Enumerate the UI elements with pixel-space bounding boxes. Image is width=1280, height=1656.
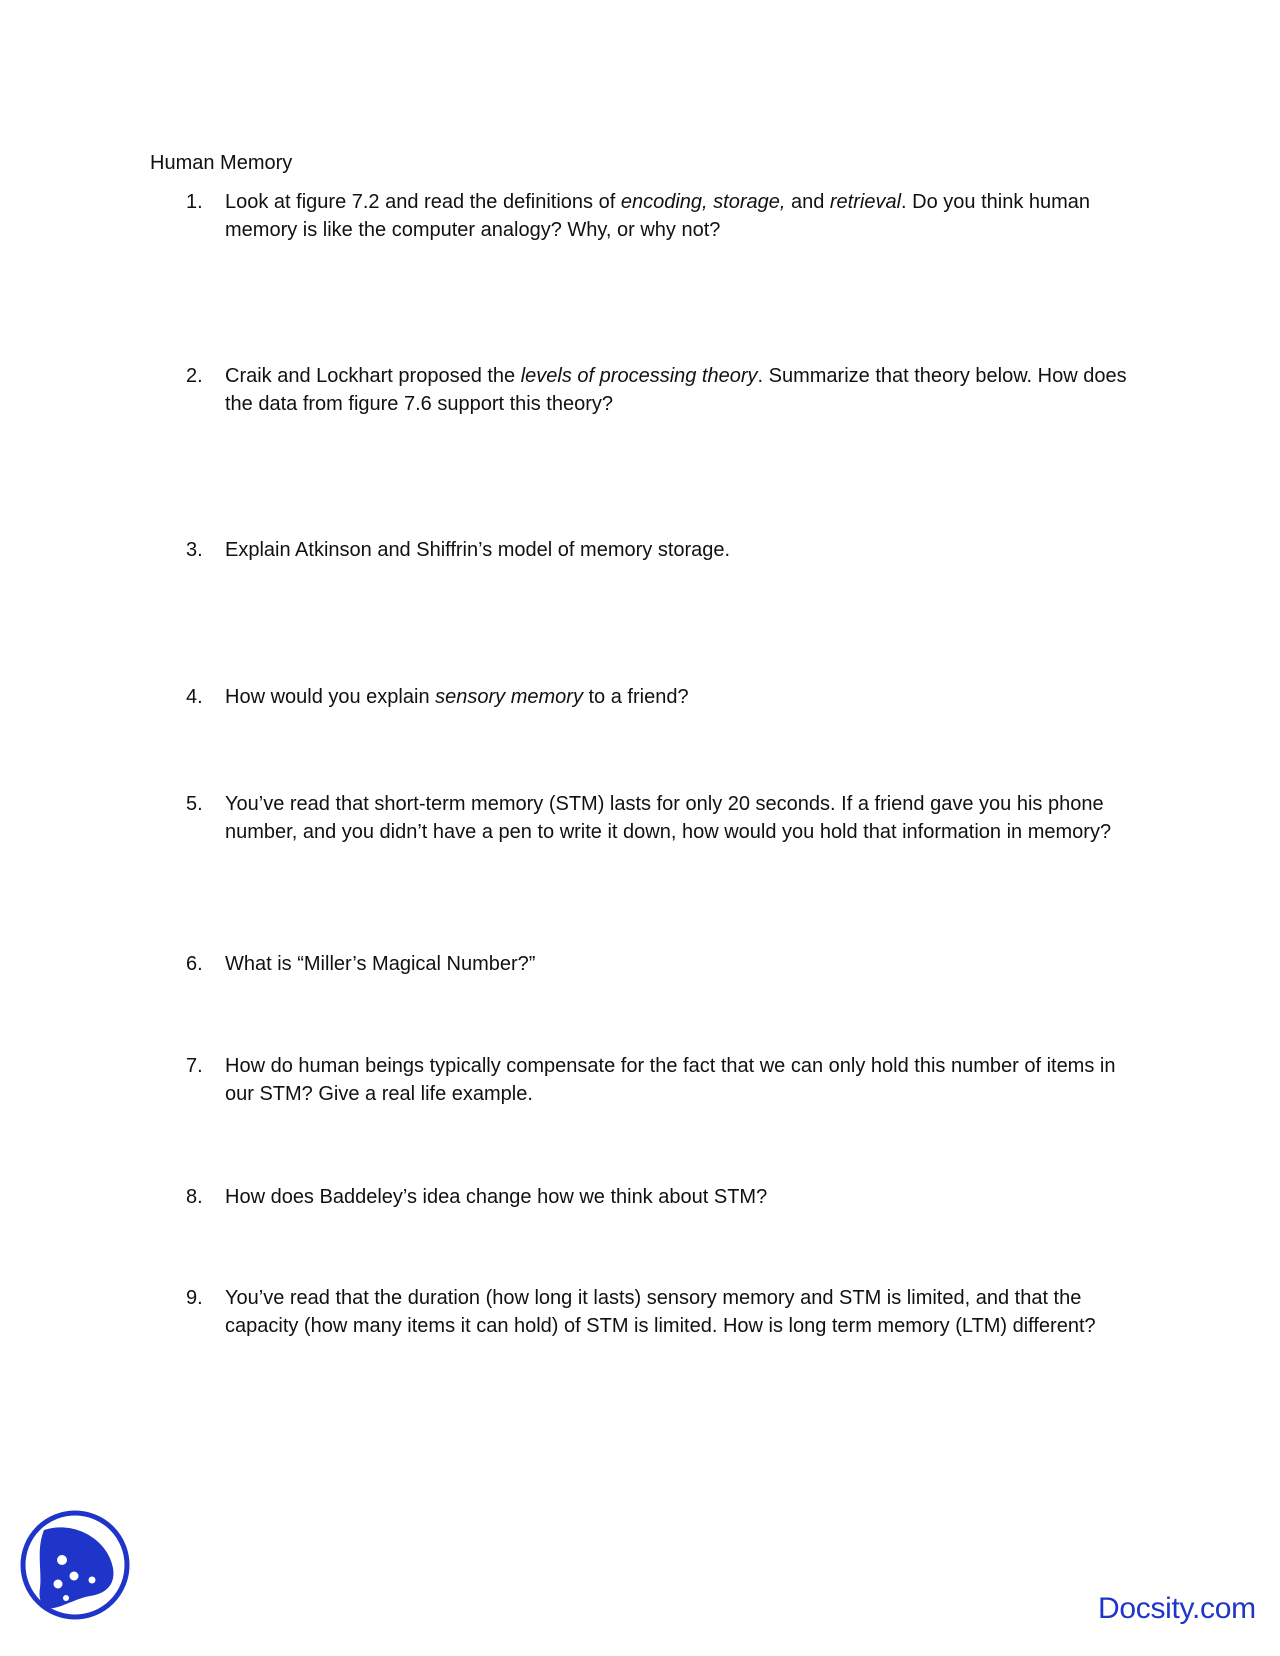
question-number: 7. xyxy=(186,1055,203,1077)
question-text: Look at figure 7.2 and read the definitions of encoding, storage, and retrieval. Do you think human memory is like the computer analogy? Why, or why not? xyxy=(225,191,1091,241)
question-text: You’ve read that short-term memory (STM) lasts for only 20 seconds. If a friend gave you his phone number, and you didn’t have a pen to write it down, how would you hold that information in memory? xyxy=(225,793,1112,843)
question-text: How does Baddeley’s idea change how we think about STM? xyxy=(225,1186,768,1208)
question-item xyxy=(186,1052,1136,1108)
question-text: How do human beings typically compensate for the fact that we can only hold this number of items in our STM? Give a real life example. xyxy=(225,1055,1116,1105)
question-item xyxy=(186,790,1136,846)
question-text: How would you explain sensory memory to a friend? xyxy=(225,686,689,708)
question-number: 9. xyxy=(186,1287,203,1309)
question-number: 3. xyxy=(186,539,203,561)
question-item xyxy=(186,683,1136,711)
question-text: Explain Atkinson and Shiffrin’s model of memory storage. xyxy=(225,539,731,561)
question-text: You’ve read that the duration (how long it lasts) sensory memory and STM is limited, and that the capacity (how many items it can hold) of STM is limited. How is long term memory (LTM) different? xyxy=(225,1287,1096,1337)
question-text: What is “Miller’s Magical Number?” xyxy=(225,953,536,975)
docsity-logo-icon xyxy=(20,1510,130,1620)
question-text: Craik and Lockhart proposed the levels of processing theory. Summarize that theory below. How does the data from figure 7.6 support this theory? xyxy=(225,365,1127,415)
question-item xyxy=(186,1183,1136,1211)
page-title: Human Memory xyxy=(150,152,293,174)
question-number: 6. xyxy=(186,953,203,975)
question-number: 4. xyxy=(186,686,203,708)
question-item xyxy=(186,188,1136,244)
question-item xyxy=(186,362,1136,418)
question-number: 5. xyxy=(186,793,203,815)
question-number: 8. xyxy=(186,1186,203,1208)
question-item xyxy=(186,536,1136,564)
question-item xyxy=(186,1284,1136,1340)
docsity-watermark[interactable]: Docsity.com xyxy=(1098,1592,1256,1625)
question-item xyxy=(186,950,1136,978)
question-number: 1. xyxy=(186,191,203,213)
question-number: 2. xyxy=(186,365,203,387)
